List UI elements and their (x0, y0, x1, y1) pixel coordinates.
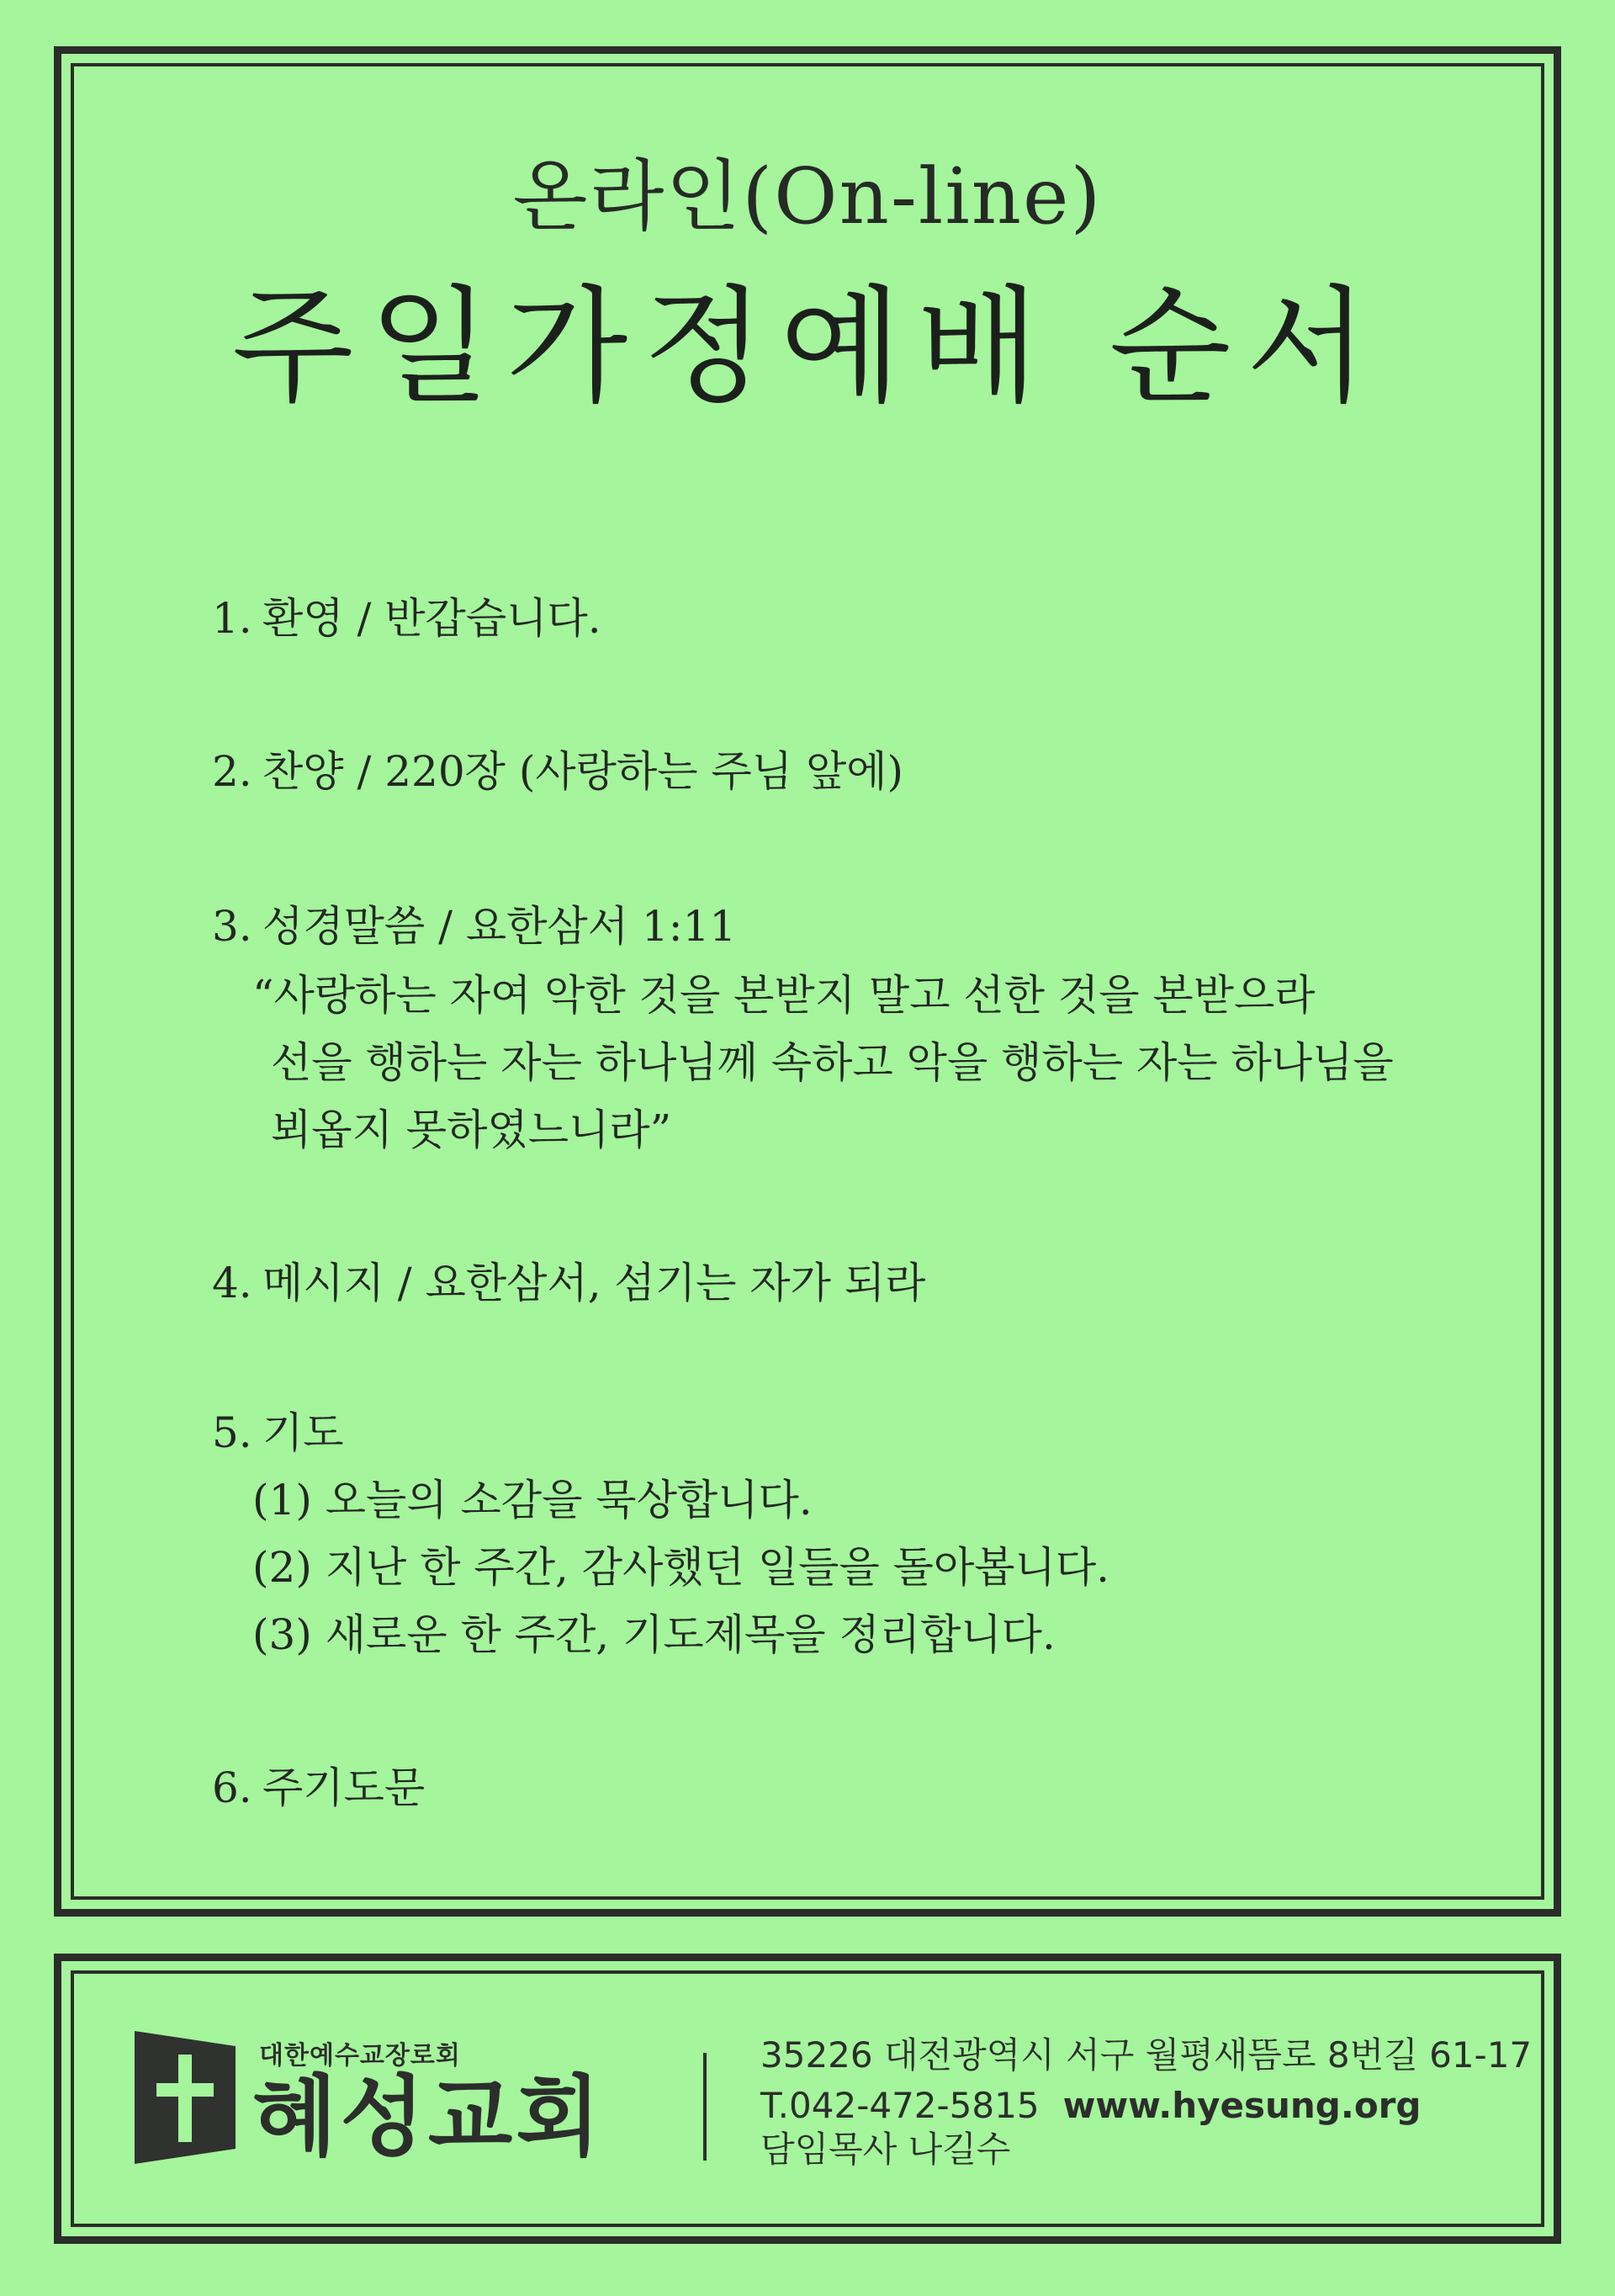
order-item-welcome: 1. 환영 / 반갑습니다. (212, 594, 601, 643)
prayer-step: (3) 새로운 한 주간, 기도제목을 정리합니다. (252, 1610, 1056, 1659)
website-link[interactable]: www.hyesung.org (1062, 2085, 1422, 2126)
pastor-name: 담임목사 나길수 (760, 2129, 1011, 2170)
contact-line (760, 2085, 1421, 2127)
verse-line: “사랑하는 자여 악한 것을 본받지 말고 선한 것을 본받으라 (252, 971, 1316, 1020)
church-logo-icon (135, 2031, 236, 2164)
prayer-step: (1) 오늘의 소감을 묵상합니다. (252, 1476, 813, 1524)
address: 35226 대전광역시 서구 월평새뜸로 8번길 61-17 (760, 2034, 1533, 2076)
denomination-label: 대한예수교장로회 (259, 2041, 461, 2071)
order-item-message: 4. 메시지 / 요한삼서, 섬기는 자가 되라 (212, 1259, 926, 1307)
page-title: 주일가정예배 순서 (231, 274, 1384, 421)
prayer-step: (2) 지난 한 주간, 감사했던 일들을 돌아봅니다. (252, 1543, 1110, 1592)
verse-line: 뵈옵지 못하였느니라” (271, 1106, 672, 1154)
order-item-prayer: 5. 기도 (212, 1408, 344, 1457)
verse-line: 선을 행하는 자는 하나님께 속하고 악을 행하는 자는 하나님을 (271, 1038, 1394, 1087)
order-item-scripture: 3. 성경말씀 / 요한삼서 1:11 (212, 902, 737, 951)
footer-divider (703, 2053, 707, 2161)
church-name: 혜성교회 (252, 2065, 604, 2168)
order-item-hymn: 2. 찬양 / 220장 (사랑하는 주님 앞에) (212, 747, 904, 796)
order-item-lords-prayer: 6. 주기도문 (212, 1763, 426, 1812)
phone-number: T.042-472-5815 (760, 2085, 1040, 2126)
subtitle: 온라인(On-line) (512, 151, 1103, 241)
